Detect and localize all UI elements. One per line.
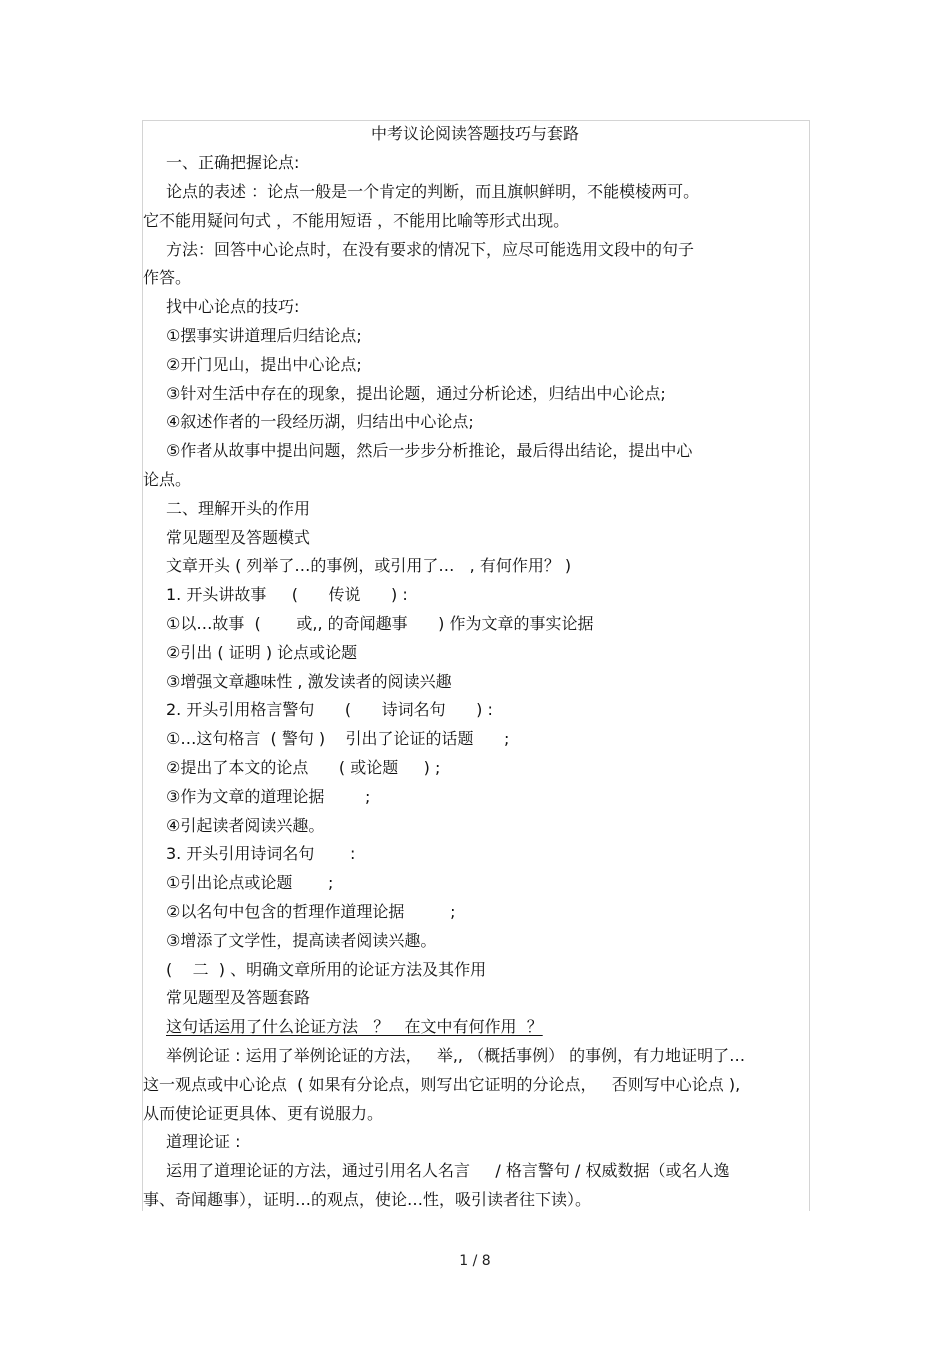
list-item: ②开门见山，提出中心论点; [166, 355, 362, 374]
paragraph-line: 运用了道理论证的方法，通过引用名人名言 / 格言警句 / 权威数据（或名人逸 [166, 1161, 730, 1180]
paragraph-line: 事、奇闻趣事），证明…的观点，使论…性，吸引读者往下读）。 [143, 1190, 592, 1209]
list-item: ⑤作者从故事中提出问题，然后一步步分析推论，最后得出结论，提出中心 [166, 441, 693, 460]
paragraph-line: 作答。 [143, 268, 192, 287]
paragraph-line: 道理论证 : [166, 1132, 241, 1151]
list-item: ①…这句格言 ( 警句 ) 引出了论证的话题 ; [166, 729, 510, 748]
list-item: ①引出论点或论题 ; [166, 873, 334, 892]
list-item: ①以…故事 ( 或,, 的奇闻趣事 ) 作为文章的事实论据 [166, 614, 594, 633]
paragraph-line: 常见题型及答题套路 [166, 988, 311, 1007]
paragraph-line: 论点的表述 ：论点一般是一个肯定的判断，而且旗帜鲜明，不能模棱两可。 [166, 182, 700, 201]
list-item: ④引起读者阅读兴趣。 [166, 816, 325, 835]
list-item: ②以名句中包含的哲理作道理论据 ; [166, 902, 456, 921]
paragraph-line: 方法：回答中心论点时，在没有要求的情况下，应尽可能选用文段中的句子 [166, 240, 695, 259]
paragraph-line: 3. 开头引用诗词名句 : [166, 844, 356, 863]
heading-3: ( 二 ) 、明确文章所用的论证方法及其作用 [166, 960, 487, 979]
paragraph-line: 它不能用疑问句式 ，不能用短语 ，不能用比喻等形式出现。 [143, 211, 570, 230]
list-item: ①摆事实讲道理后归结论点; [166, 326, 362, 345]
paragraph-line: 1. 开头讲故事 ( 传说 ) : [166, 585, 408, 604]
paragraph-line: 论点。 [143, 470, 192, 489]
paragraph-line: 2. 开头引用格言警句 ( 诗词名句 ) : [166, 700, 493, 719]
list-item: ④叙述作者的一段经历湖，归结出中心论点; [166, 412, 474, 431]
list-item: ③针对生活中存在的现象，提出论题，通过分析论述，归结出中心论点; [166, 384, 666, 403]
underlined-question: 这句话运用了什么论证方法 ？ 在文中有何作用 ？ [166, 1017, 543, 1036]
list-item: ③增添了文学性，提高读者阅读兴趣。 [166, 931, 437, 950]
paragraph-line: 从而使论证更具体、更有说服力。 [143, 1104, 384, 1123]
document-title: 中考议论阅读答题技巧与套路 [370, 124, 579, 143]
list-item: ②提出了本文的论点 ( 或论题 ) ; [166, 758, 441, 777]
list-item: ③作为文章的道理论据 ; [166, 787, 371, 806]
paragraph-line: 常见题型及答题模式 [166, 528, 311, 547]
heading-2: 二、理解开头的作用 [166, 499, 311, 518]
paragraph-line: 举例论证 : 运用了举例论证的方法， 举,, （概括事例） 的事例，有力地证明了… [166, 1046, 746, 1065]
heading-1: 一、正确把握论点: [166, 153, 300, 172]
paragraph-line: 文章开头 ( 列举了…的事例，或引用了… , 有何作用？ ) [166, 556, 572, 575]
paragraph-line: 找中心论点的技巧: [166, 297, 300, 316]
list-item: ③增强文章趣味性 , 激发读者的阅读兴趣 [166, 672, 452, 691]
list-item: ②引出 ( 证明 ) 论点或论题 [166, 643, 358, 662]
paragraph-line: 这一观点或中心论点 ( 如果有分论点，则写出它证明的分论点， 否则写中心论点 ), [143, 1075, 741, 1094]
page-number: 1 / 8 [459, 1253, 491, 1269]
